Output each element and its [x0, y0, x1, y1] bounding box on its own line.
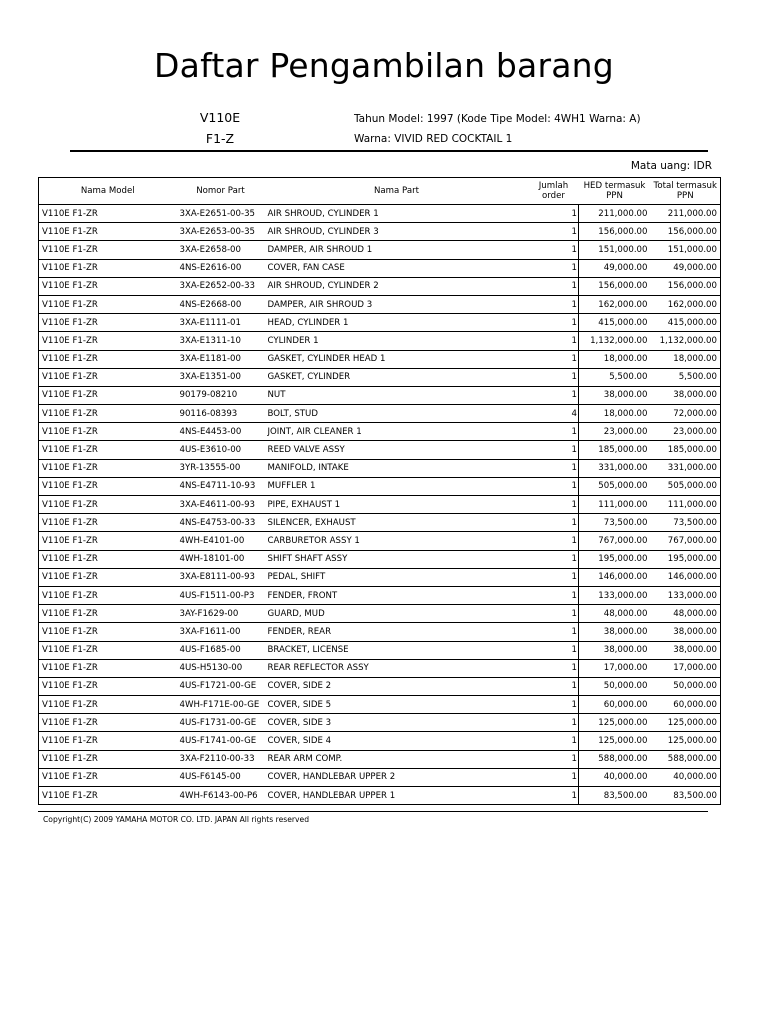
- cell-quantity: 1: [529, 768, 579, 786]
- cell-unit-price: 151,000.00: [579, 241, 651, 259]
- cell-total-price: 72,000.00: [651, 405, 721, 423]
- table-row: [39, 732, 721, 750]
- cell-part-name: AIR SHROUD, CYLINDER 3: [265, 223, 529, 241]
- cell-part-name: REAR REFLECTOR ASSY: [265, 659, 529, 677]
- model-code: V110E: [199, 110, 241, 125]
- cell-model: V110E F1-ZR: [39, 386, 177, 404]
- cell-quantity: 1: [529, 477, 579, 495]
- cell-unit-price: 211,000.00: [579, 205, 651, 223]
- cell-model: V110E F1-ZR: [39, 277, 177, 295]
- cell-unit-price: 38,000.00: [579, 386, 651, 404]
- column-header-model: Nama Model: [39, 178, 177, 205]
- cell-part-number: 4US-F1685-00: [177, 641, 265, 659]
- cell-part-name: MUFFLER 1: [265, 477, 529, 495]
- cell-part-number: 3XA-E1181-00: [177, 350, 265, 368]
- column-header-part-name: Nama Part: [265, 178, 529, 205]
- cell-unit-price: 125,000.00: [579, 714, 651, 732]
- cell-quantity: 1: [529, 259, 579, 277]
- cell-part-name: COVER, SIDE 4: [265, 732, 529, 750]
- cell-unit-price: 331,000.00: [579, 459, 651, 477]
- cell-quantity: 1: [529, 514, 579, 532]
- cell-model: V110E F1-ZR: [39, 750, 177, 768]
- cell-part-number: 3XA-E2651-00-35: [177, 205, 265, 223]
- cell-quantity: 1: [529, 677, 579, 695]
- cell-unit-price: 1,132,000.00: [579, 332, 651, 350]
- cell-model: V110E F1-ZR: [39, 623, 177, 641]
- cell-part-number: 3XA-E1111-01: [177, 314, 265, 332]
- cell-quantity: 1: [529, 386, 579, 404]
- column-header-unit-price: HED termasuk PPN: [579, 178, 651, 205]
- cell-part-name: REED VALVE ASSY: [265, 441, 529, 459]
- table-row: [39, 314, 721, 332]
- table-row: [39, 223, 721, 241]
- cell-part-name: BRACKET, LICENSE: [265, 641, 529, 659]
- cell-part-number: 4US-F1731-00-GE: [177, 714, 265, 732]
- cell-unit-price: 38,000.00: [579, 623, 651, 641]
- cell-unit-price: 156,000.00: [579, 223, 651, 241]
- cell-model: V110E F1-ZR: [39, 423, 177, 441]
- cell-quantity: 1: [529, 714, 579, 732]
- table-row: [39, 350, 721, 368]
- cell-model: V110E F1-ZR: [39, 368, 177, 386]
- parts-table-body: [39, 205, 721, 805]
- cell-part-name: AIR SHROUD, CYLINDER 1: [265, 205, 529, 223]
- cell-quantity: 1: [529, 550, 579, 568]
- table-row: [39, 550, 721, 568]
- cell-quantity: 1: [529, 696, 579, 714]
- table-row: [39, 696, 721, 714]
- table-row: [39, 623, 721, 641]
- footer-divider: [38, 811, 708, 812]
- cell-part-number: 4NS-E4711-10-93: [177, 477, 265, 495]
- cell-part-name: HEAD, CYLINDER 1: [265, 314, 529, 332]
- cell-part-number: 4US-H5130-00: [177, 659, 265, 677]
- cell-total-price: 195,000.00: [651, 550, 721, 568]
- cell-quantity: 1: [529, 787, 579, 805]
- cell-total-price: 17,000.00: [651, 659, 721, 677]
- cell-quantity: 1: [529, 332, 579, 350]
- cell-part-name: COVER, SIDE 2: [265, 677, 529, 695]
- cell-part-name: COVER, SIDE 5: [265, 696, 529, 714]
- cell-part-number: 3XA-F1611-00: [177, 623, 265, 641]
- cell-model: V110E F1-ZR: [39, 350, 177, 368]
- cell-part-name: COVER, HANDLEBAR UPPER 2: [265, 768, 529, 786]
- cell-unit-price: 125,000.00: [579, 732, 651, 750]
- cell-unit-price: 111,000.00: [579, 496, 651, 514]
- cell-part-name: PEDAL, SHIFT: [265, 568, 529, 586]
- cell-part-number: 3AY-F1629-00: [177, 605, 265, 623]
- cell-quantity: 1: [529, 659, 579, 677]
- cell-part-number: 3XA-E4611-00-93: [177, 496, 265, 514]
- table-row: [39, 205, 721, 223]
- cell-quantity: 1: [529, 732, 579, 750]
- table-row: [39, 477, 721, 495]
- cell-part-number: 3XA-E1351-00: [177, 368, 265, 386]
- cell-total-price: 60,000.00: [651, 696, 721, 714]
- cell-model: V110E F1-ZR: [39, 787, 177, 805]
- cell-total-price: 415,000.00: [651, 314, 721, 332]
- table-row: [39, 423, 721, 441]
- cell-unit-price: 23,000.00: [579, 423, 651, 441]
- table-row: [39, 787, 721, 805]
- cell-total-price: 5,500.00: [651, 368, 721, 386]
- cell-quantity: 1: [529, 532, 579, 550]
- table-row: [39, 641, 721, 659]
- cell-quantity: 1: [529, 277, 579, 295]
- cell-model: V110E F1-ZR: [39, 732, 177, 750]
- table-row: [39, 295, 721, 313]
- cell-quantity: 1: [529, 496, 579, 514]
- table-row: [39, 405, 721, 423]
- cell-quantity: 1: [529, 223, 579, 241]
- table-row: [39, 441, 721, 459]
- copyright-notice: Copyright(C) 2009 YAMAHA MOTOR CO. LTD. JAPAN All rights reserved: [43, 815, 310, 824]
- cell-model: V110E F1-ZR: [39, 205, 177, 223]
- cell-part-number: 4US-F1511-00-P3: [177, 586, 265, 604]
- cell-quantity: 1: [529, 568, 579, 586]
- cell-model: V110E F1-ZR: [39, 259, 177, 277]
- cell-unit-price: 38,000.00: [579, 641, 651, 659]
- cell-unit-price: 505,000.00: [579, 477, 651, 495]
- cell-total-price: 125,000.00: [651, 732, 721, 750]
- cell-total-price: 156,000.00: [651, 223, 721, 241]
- cell-part-name: DAMPER, AIR SHROUD 1: [265, 241, 529, 259]
- cell-part-name: GASKET, CYLINDER HEAD 1: [265, 350, 529, 368]
- cell-total-price: 156,000.00: [651, 277, 721, 295]
- cell-part-name: BOLT, STUD: [265, 405, 529, 423]
- cell-quantity: 1: [529, 750, 579, 768]
- cell-unit-price: 50,000.00: [579, 677, 651, 695]
- cell-quantity: 1: [529, 314, 579, 332]
- cell-part-number: 4US-F6145-00: [177, 768, 265, 786]
- cell-total-price: 49,000.00: [651, 259, 721, 277]
- cell-model: V110E F1-ZR: [39, 295, 177, 313]
- cell-total-price: 111,000.00: [651, 496, 721, 514]
- cell-part-number: 4US-F1741-00-GE: [177, 732, 265, 750]
- cell-total-price: 767,000.00: [651, 532, 721, 550]
- cell-part-number: 4WH-F6143-00-P6: [177, 787, 265, 805]
- cell-part-name: GASKET, CYLINDER: [265, 368, 529, 386]
- table-row: [39, 241, 721, 259]
- cell-part-number: 3XA-E2652-00-33: [177, 277, 265, 295]
- cell-part-name: MANIFOLD, INTAKE: [265, 459, 529, 477]
- column-header-part-number: Nomor Part: [177, 178, 265, 205]
- cell-total-price: 505,000.00: [651, 477, 721, 495]
- table-row: [39, 259, 721, 277]
- cell-part-name: GUARD, MUD: [265, 605, 529, 623]
- cell-part-number: 4US-F1721-00-GE: [177, 677, 265, 695]
- cell-part-name: DAMPER, AIR SHROUD 3: [265, 295, 529, 313]
- cell-unit-price: 162,000.00: [579, 295, 651, 313]
- cell-model: V110E F1-ZR: [39, 532, 177, 550]
- cell-unit-price: 60,000.00: [579, 696, 651, 714]
- table-row: [39, 277, 721, 295]
- cell-unit-price: 73,500.00: [579, 514, 651, 532]
- cell-part-number: 90179-08210: [177, 386, 265, 404]
- cell-total-price: 38,000.00: [651, 386, 721, 404]
- cell-part-name: AIR SHROUD, CYLINDER 2: [265, 277, 529, 295]
- cell-part-name: COVER, FAN CASE: [265, 259, 529, 277]
- cell-unit-price: 18,000.00: [579, 350, 651, 368]
- table-row: [39, 768, 721, 786]
- cell-part-name: REAR ARM COMP.: [265, 750, 529, 768]
- cell-model: V110E F1-ZR: [39, 568, 177, 586]
- column-header-quantity: Jumlah order: [529, 178, 579, 205]
- cell-model: V110E F1-ZR: [39, 696, 177, 714]
- table-row: [39, 514, 721, 532]
- cell-part-number: 4WH-F171E-00-GE: [177, 696, 265, 714]
- model-year-info: Tahun Model: 1997 (Kode Tipe Model: 4WH1 Warna: A): [354, 113, 641, 125]
- table-row: [39, 368, 721, 386]
- cell-total-price: 331,000.00: [651, 459, 721, 477]
- cell-part-name: FENDER, REAR: [265, 623, 529, 641]
- cell-part-name: NUT: [265, 386, 529, 404]
- table-row: [39, 659, 721, 677]
- cell-model: V110E F1-ZR: [39, 768, 177, 786]
- cell-part-number: 3XA-F2110-00-33: [177, 750, 265, 768]
- cell-model: V110E F1-ZR: [39, 314, 177, 332]
- cell-unit-price: 146,000.00: [579, 568, 651, 586]
- cell-quantity: 1: [529, 459, 579, 477]
- cell-unit-price: 133,000.00: [579, 586, 651, 604]
- cell-unit-price: 195,000.00: [579, 550, 651, 568]
- cell-quantity: 1: [529, 441, 579, 459]
- cell-part-number: 3XA-E1311-10: [177, 332, 265, 350]
- cell-part-number: 4WH-E4101-00: [177, 532, 265, 550]
- cell-total-price: 185,000.00: [651, 441, 721, 459]
- cell-total-price: 83,500.00: [651, 787, 721, 805]
- cell-model: V110E F1-ZR: [39, 586, 177, 604]
- currency-label: Mata uang: IDR: [630, 160, 712, 172]
- cell-model: V110E F1-ZR: [39, 677, 177, 695]
- cell-quantity: 1: [529, 205, 579, 223]
- cell-model: V110E F1-ZR: [39, 659, 177, 677]
- cell-model: V110E F1-ZR: [39, 241, 177, 259]
- table-header-row: [39, 178, 721, 205]
- cell-part-number: 4US-E3610-00: [177, 441, 265, 459]
- cell-unit-price: 767,000.00: [579, 532, 651, 550]
- cell-part-name: JOINT, AIR CLEANER 1: [265, 423, 529, 441]
- cell-unit-price: 48,000.00: [579, 605, 651, 623]
- cell-model: V110E F1-ZR: [39, 714, 177, 732]
- cell-unit-price: 83,500.00: [579, 787, 651, 805]
- cell-total-price: 146,000.00: [651, 568, 721, 586]
- cell-part-name: PIPE, EXHAUST 1: [265, 496, 529, 514]
- table-row: [39, 714, 721, 732]
- cell-quantity: 1: [529, 241, 579, 259]
- cell-total-price: 48,000.00: [651, 605, 721, 623]
- cell-model: V110E F1-ZR: [39, 514, 177, 532]
- cell-total-price: 73,500.00: [651, 514, 721, 532]
- table-row: [39, 605, 721, 623]
- cell-unit-price: 415,000.00: [579, 314, 651, 332]
- cell-part-number: 3XA-E8111-00-93: [177, 568, 265, 586]
- table-row: [39, 386, 721, 404]
- cell-total-price: 1,132,000.00: [651, 332, 721, 350]
- cell-total-price: 162,000.00: [651, 295, 721, 313]
- cell-total-price: 588,000.00: [651, 750, 721, 768]
- cell-part-name: SHIFT SHAFT ASSY: [265, 550, 529, 568]
- table-row: [39, 750, 721, 768]
- cell-model: V110E F1-ZR: [39, 550, 177, 568]
- header-divider: [70, 150, 708, 152]
- cell-part-number: 3XA-E2653-00-35: [177, 223, 265, 241]
- cell-total-price: 40,000.00: [651, 768, 721, 786]
- cell-total-price: 23,000.00: [651, 423, 721, 441]
- cell-quantity: 1: [529, 623, 579, 641]
- cell-part-number: 4NS-E2616-00: [177, 259, 265, 277]
- cell-part-number: 4NS-E4753-00-33: [177, 514, 265, 532]
- cell-total-price: 151,000.00: [651, 241, 721, 259]
- cell-model: V110E F1-ZR: [39, 496, 177, 514]
- cell-model: V110E F1-ZR: [39, 332, 177, 350]
- cell-total-price: 38,000.00: [651, 641, 721, 659]
- cell-part-name: COVER, HANDLEBAR UPPER 1: [265, 787, 529, 805]
- cell-model: V110E F1-ZR: [39, 605, 177, 623]
- table-row: [39, 586, 721, 604]
- parts-table: [38, 177, 721, 805]
- cell-part-number: 4WH-18101-00: [177, 550, 265, 568]
- cell-unit-price: 18,000.00: [579, 405, 651, 423]
- cell-total-price: 211,000.00: [651, 205, 721, 223]
- cell-quantity: 1: [529, 295, 579, 313]
- color-info: Warna: VIVID RED COCKTAIL 1: [354, 133, 513, 145]
- cell-unit-price: 5,500.00: [579, 368, 651, 386]
- cell-part-name: COVER, SIDE 3: [265, 714, 529, 732]
- cell-part-number: 3YR-13555-00: [177, 459, 265, 477]
- table-row: [39, 568, 721, 586]
- page-title: Daftar Pengambilan barang: [154, 46, 614, 85]
- table-row: [39, 677, 721, 695]
- model-variant: F1-Z: [205, 131, 235, 146]
- cell-unit-price: 185,000.00: [579, 441, 651, 459]
- cell-part-name: CYLINDER 1: [265, 332, 529, 350]
- cell-part-number: 3XA-E2658-00: [177, 241, 265, 259]
- cell-quantity: 1: [529, 605, 579, 623]
- cell-part-name: FENDER, FRONT: [265, 586, 529, 604]
- cell-unit-price: 49,000.00: [579, 259, 651, 277]
- table-row: [39, 332, 721, 350]
- cell-part-number: 90116-08393: [177, 405, 265, 423]
- cell-quantity: 1: [529, 350, 579, 368]
- cell-model: V110E F1-ZR: [39, 459, 177, 477]
- cell-unit-price: 588,000.00: [579, 750, 651, 768]
- cell-quantity: 1: [529, 641, 579, 659]
- cell-part-name: CARBURETOR ASSY 1: [265, 532, 529, 550]
- cell-part-name: SILENCER, EXHAUST: [265, 514, 529, 532]
- cell-model: V110E F1-ZR: [39, 223, 177, 241]
- cell-model: V110E F1-ZR: [39, 641, 177, 659]
- cell-quantity: 4: [529, 405, 579, 423]
- cell-unit-price: 156,000.00: [579, 277, 651, 295]
- cell-unit-price: 17,000.00: [579, 659, 651, 677]
- column-header-total-price: Total termasuk PPN: [651, 178, 721, 205]
- table-row: [39, 496, 721, 514]
- cell-total-price: 50,000.00: [651, 677, 721, 695]
- cell-total-price: 38,000.00: [651, 623, 721, 641]
- cell-quantity: 1: [529, 423, 579, 441]
- cell-total-price: 125,000.00: [651, 714, 721, 732]
- cell-total-price: 18,000.00: [651, 350, 721, 368]
- cell-part-number: 4NS-E2668-00: [177, 295, 265, 313]
- cell-quantity: 1: [529, 368, 579, 386]
- cell-model: V110E F1-ZR: [39, 405, 177, 423]
- cell-model: V110E F1-ZR: [39, 441, 177, 459]
- cell-total-price: 133,000.00: [651, 586, 721, 604]
- table-row: [39, 532, 721, 550]
- cell-part-number: 4NS-E4453-00: [177, 423, 265, 441]
- cell-model: V110E F1-ZR: [39, 477, 177, 495]
- cell-unit-price: 40,000.00: [579, 768, 651, 786]
- table-row: [39, 459, 721, 477]
- cell-quantity: 1: [529, 586, 579, 604]
